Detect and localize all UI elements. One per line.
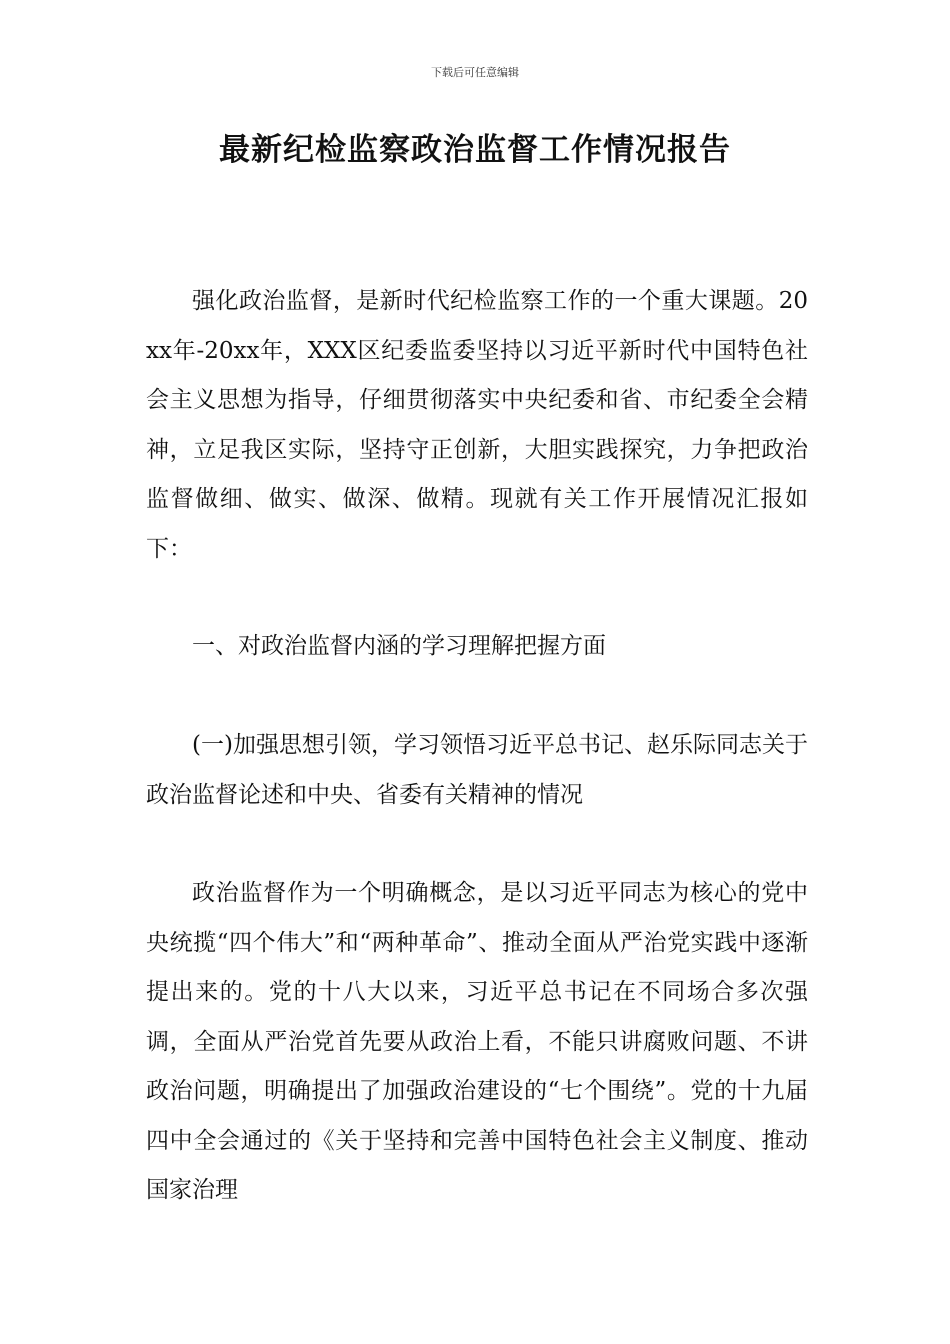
header-note: 下载后可任意编辑 xyxy=(431,66,519,79)
paragraph-intro: 强化政治监督，是新时代纪检监察工作的一个重大课题。20xx年-20xx年，XXX区纪委监委坚持以习近平新时代中国特色社会主义思想为指导，仔细贯彻落实中央纪委和省、市纪委全会精神，立足我区实际，坚持守正创新，大胆实践探究，力争把政治监督做细、做实、做深、做精。现就有关工作开展情况汇报如下： xyxy=(146,288,808,562)
document-title: 最新纪检监察政治监督工作情况报告 xyxy=(219,132,731,168)
section-heading-1: 一、对政治监督内涵的学习理解把握方面 xyxy=(192,633,606,659)
paragraph-body: 政治监督作为一个明确概念，是以习近平同志为核心的党中央统揽“四个伟大”和“两种革命”、推动全面从严治党实践中逐渐提出来的。党的十八大以来，习近平总书记在不同场合多次强调，全面从严治党首先要从政治上看，不能只讲腐败问题、不讲政治问题，明确提出了加强政治建设的“七个围绕”。党的十九届四中全会通过的《关于坚持和完善中国特色社会主义制度、推动国家治理 xyxy=(146,880,808,1203)
subsection-heading-1: (一)加强思想引领，学习领悟习近平总书记、赵乐际同志关于政治监督论述和中央、省委有关精神的情况 xyxy=(146,732,808,808)
